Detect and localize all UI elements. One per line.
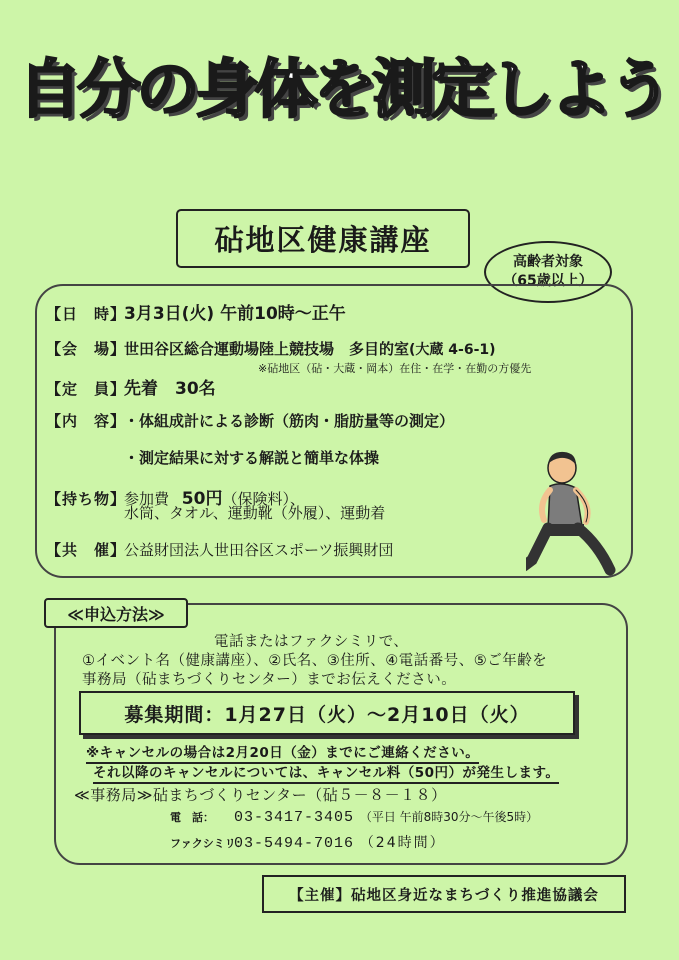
- belongings-items: 水筒、タオル、運動靴（外履）、運動着: [124, 504, 386, 522]
- cancel-note-2-text: それ以降のキャンセルについては、キャンセル料（50円）が発生します。: [93, 765, 559, 784]
- telephone-number: 03-3417-3405: [234, 809, 355, 826]
- cancel-note-1: [86, 741, 479, 761]
- stretching-person-illustration: [526, 448, 616, 578]
- venue-note: ※砧地区（砧・大蔵・岡本）在住・在学・在勤の方優先: [258, 362, 532, 375]
- telephone-hours: （平日 午前8時30分～午後5時）: [359, 810, 539, 824]
- target-line-1: 高齢者対象: [513, 254, 583, 271]
- cancel-note-2: [93, 761, 559, 781]
- office-line: ≪事務局≫砧まちづくりセンター（砧５－８－１８）: [74, 786, 447, 804]
- belongings-label: 【持ち物】: [46, 490, 127, 508]
- capacity-value: 先着 30名: [124, 379, 216, 399]
- application-header: ≪申込方法≫: [44, 598, 188, 628]
- target-line-2: （65歳以上）: [503, 273, 593, 289]
- sponsor-box: [262, 875, 626, 913]
- application-period: 募集期間：1月27日（火）～2月10日（火）: [124, 703, 530, 726]
- cosponsor-label: 【共 催】: [46, 541, 127, 559]
- venue-address: (大蔵 4-6-1): [409, 342, 496, 358]
- content-label: 【内 容】: [46, 412, 127, 430]
- telephone-row: [170, 807, 538, 826]
- datetime-row: [46, 299, 346, 324]
- fax-row: [170, 832, 446, 852]
- datetime-value: 3月3日(火) 午前10時～正午: [124, 304, 346, 324]
- content-item-1: ・体組成計による診断（筋肉・脂肪量等の測定）: [124, 412, 455, 430]
- fax-label: ファクシミリ：: [170, 837, 247, 850]
- content-row: [46, 410, 454, 431]
- fee-label: 参加費: [124, 490, 170, 508]
- fax-number: 03-5494-7016: [234, 835, 355, 852]
- datetime-label: 【日 時】: [46, 305, 127, 323]
- venue-row: [46, 338, 496, 359]
- capacity-label: 【定 員】: [46, 380, 127, 398]
- sponsor-text: 【主催】砧地区身近なまちづくり推進協議会: [289, 887, 599, 904]
- cosponsor-row: [46, 539, 393, 560]
- content-item-2: ・測定結果に対する解説と簡単な体操: [124, 449, 380, 467]
- application-period-box: [79, 691, 575, 735]
- application-line-2: ①イベント名（健康講座）、②氏名、③住所、④電話番号、⑤ご年齢を: [82, 653, 548, 669]
- application-line-1: 電話またはファクシミリで、: [214, 634, 409, 650]
- cancel-note-1-text: ※キャンセルの場合は2月20日（金）までにご連絡ください。: [86, 745, 479, 764]
- venue-label: 【会 場】: [46, 340, 127, 358]
- page-title: 自分の身体を測定しよう: [18, 53, 668, 126]
- event-subtitle: [176, 209, 470, 268]
- venue-value: 世田谷区総合運動場陸上競技場 多目的室: [124, 340, 410, 358]
- subtitle-text: 砧地区健康講座: [214, 223, 432, 257]
- fee-note: （保険料）、: [222, 490, 305, 508]
- telephone-label: 電 話：: [170, 811, 214, 824]
- capacity-row: [46, 374, 216, 399]
- fee-value: 50円: [181, 489, 223, 509]
- application-line-3: 事務局（砧まちづくりセンター）までお伝えください。: [82, 672, 457, 688]
- fax-hours: （24時間）: [359, 835, 446, 851]
- cosponsor-value: 公益財団法人世田谷区スポーツ振興財団: [124, 541, 394, 559]
